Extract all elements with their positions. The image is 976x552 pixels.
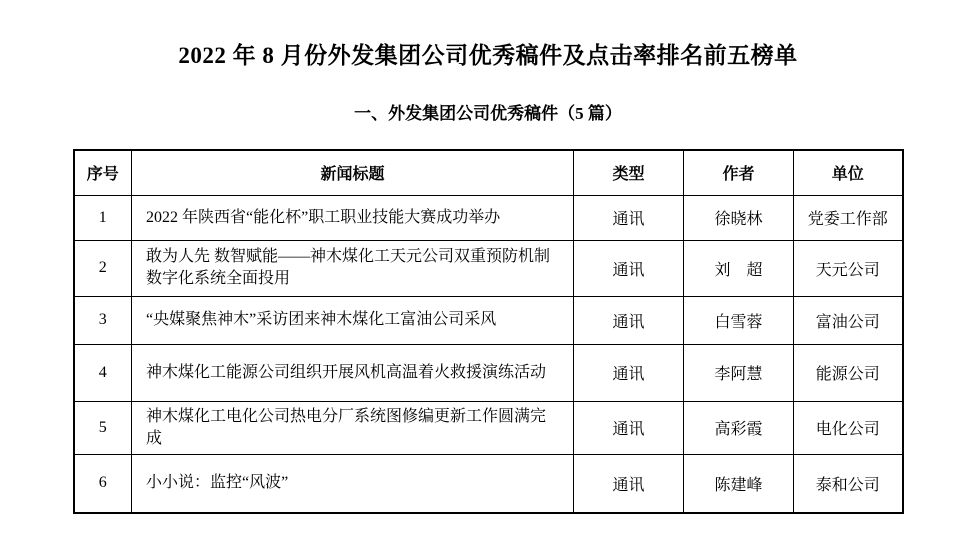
cell-author: 徐晓林: [684, 195, 794, 240]
cell-title: “央媒聚焦神木”采访团来神木煤化工富油公司采风: [132, 296, 574, 344]
col-header-title: 新闻标题: [132, 150, 574, 195]
table-row: [74, 344, 903, 401]
cell-serial: 2: [74, 240, 132, 296]
cell-author: 陈建峰: [684, 454, 794, 513]
cell-type: 通讯: [574, 454, 684, 513]
table-row: [74, 454, 903, 513]
cell-unit: 能源公司: [794, 344, 903, 401]
col-header-author: 作者: [684, 150, 794, 195]
cell-type: 通讯: [574, 296, 684, 344]
table-row: [74, 296, 903, 344]
table-row: [74, 401, 903, 454]
cell-unit: 党委工作部: [794, 195, 903, 240]
cell-serial: 1: [74, 195, 132, 240]
cell-unit: 富油公司: [794, 296, 903, 344]
col-header-serial: 序号: [74, 150, 132, 195]
cell-unit: 天元公司: [794, 240, 903, 296]
cell-type: 通讯: [574, 401, 684, 454]
cell-type: 通讯: [574, 240, 684, 296]
cell-serial: 3: [74, 296, 132, 344]
cell-serial: 5: [74, 401, 132, 454]
cell-title: 小小说：监控“风波”: [132, 454, 574, 513]
cell-title: 神木煤化工能源公司组织开展风机高温着火救援演练活动: [132, 344, 574, 401]
table-row: [74, 240, 903, 296]
col-header-unit: 单位: [794, 150, 903, 195]
cell-author: 白雪蓉: [684, 296, 794, 344]
section-heading: 一、外发集团公司优秀稿件（5 篇）: [354, 104, 622, 123]
col-header-type: 类型: [574, 150, 684, 195]
articles-table: [73, 149, 904, 514]
cell-title: 2022 年陕西省“能化杯”职工职业技能大赛成功举办: [132, 195, 574, 240]
cell-author: 高彩霞: [684, 401, 794, 454]
table-row: [74, 195, 903, 240]
cell-title: 敢为人先 数智赋能——神木煤化工天元公司双重预防机制数字化系统全面投用: [132, 240, 574, 296]
cell-serial: 4: [74, 344, 132, 401]
cell-author: 李阿慧: [684, 344, 794, 401]
cell-serial: 6: [74, 454, 132, 513]
cell-unit: 电化公司: [794, 401, 903, 454]
cell-author: 刘 超: [684, 240, 794, 296]
table-header-row: [74, 150, 903, 195]
cell-type: 通讯: [574, 195, 684, 240]
page-title: 2022 年 8 月份外发集团公司优秀稿件及点击率排名前五榜单: [178, 43, 798, 68]
cell-type: 通讯: [574, 344, 684, 401]
cell-unit: 泰和公司: [794, 454, 903, 513]
cell-title: 神木煤化工电化公司热电分厂系统图修编更新工作圆满完成: [132, 401, 574, 454]
